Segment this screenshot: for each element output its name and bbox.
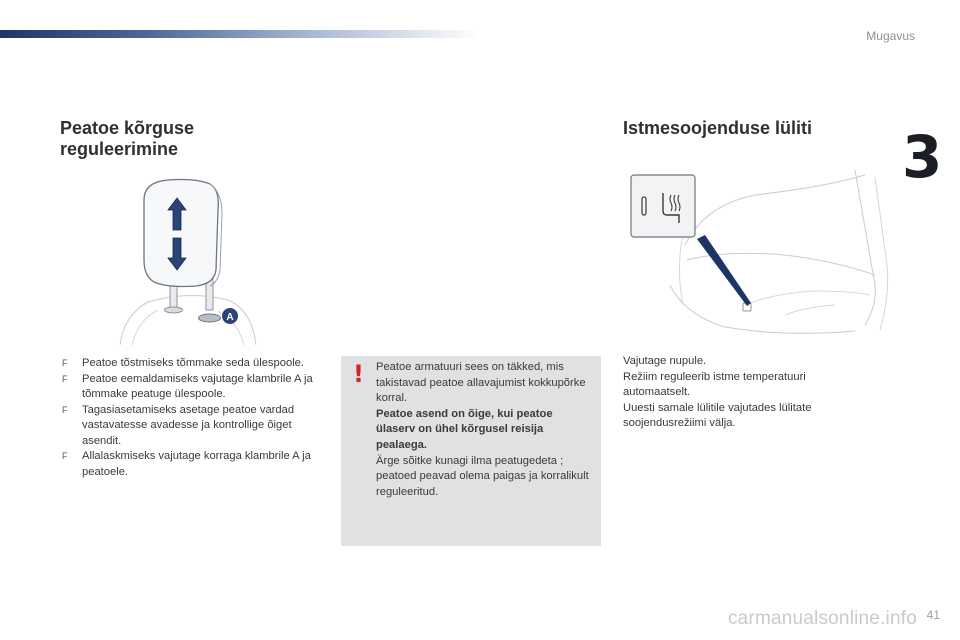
seat-heating-switch bbox=[631, 175, 695, 237]
clip-label-a-text: A bbox=[226, 312, 234, 323]
bullet-icon: F bbox=[62, 358, 68, 368]
warning-text bbox=[376, 360, 591, 500]
page-number: 41 bbox=[926, 608, 940, 622]
seat-heating-instructions bbox=[623, 354, 853, 432]
warning-emphasis: Peatoe asend on õige, kui peatoe ülaserv on ühel kõrgusel reisija pealaega. bbox=[376, 407, 553, 451]
instruction-line: Vajutage nupule. bbox=[623, 355, 707, 367]
instruction-line: Uuesti samale lülitile vajutades lülitate soojendusrežiimi välja. bbox=[623, 401, 812, 430]
list-item: F Allalaskmiseks vajutage korraga klambrile A ja peatoele. bbox=[62, 450, 311, 478]
bullet-icon: F bbox=[62, 404, 68, 415]
seat-heating-title: Istmesoojenduse lüliti bbox=[623, 118, 813, 138]
seat-heating-illustration bbox=[625, 165, 895, 340]
section-label: Mugavus bbox=[866, 29, 915, 43]
bullet-icon: F bbox=[62, 451, 68, 461]
warning-box bbox=[341, 356, 601, 546]
clip-label-a bbox=[222, 308, 238, 324]
warning-paragraph: Peatoe armatuuri sees on täkked, mis takistavad peatoe allavajumist kokkupõrke korral. bbox=[376, 361, 586, 405]
instruction-line: Režiim reguleerib istme temperatuuri automaatselt. bbox=[623, 370, 806, 399]
list-item: F Peatoe eemaldamiseks vajutage klambrile A ja tõmmake peatuge ülespoole. bbox=[62, 372, 313, 400]
headrest-illustration bbox=[118, 170, 258, 345]
warning-paragraph: Ärge sõitke kunagi ilma peatugedeta ; peatoed peavad olema paigas ja korralikult reguleeritud. bbox=[376, 454, 589, 498]
headrest-instructions bbox=[62, 356, 322, 480]
list-item: F Peatoe tõstmiseks tõmmake seda ülespoole. bbox=[62, 356, 322, 372]
bullet-icon: F bbox=[62, 373, 68, 384]
headrest-adjustment-title: Peatoe kõrguse reguleerimine bbox=[60, 118, 195, 159]
chapter-number: 3 bbox=[902, 123, 943, 191]
header-gradient-bar bbox=[0, 30, 480, 38]
warning-icon: ! bbox=[353, 360, 364, 388]
watermark: carmanualsonline.info bbox=[727, 608, 917, 629]
list-item: F Tagasiasetamiseks asetage peatoe vardad vastavatesse avadesse ja kontrollige õiget asendit. bbox=[62, 403, 295, 447]
